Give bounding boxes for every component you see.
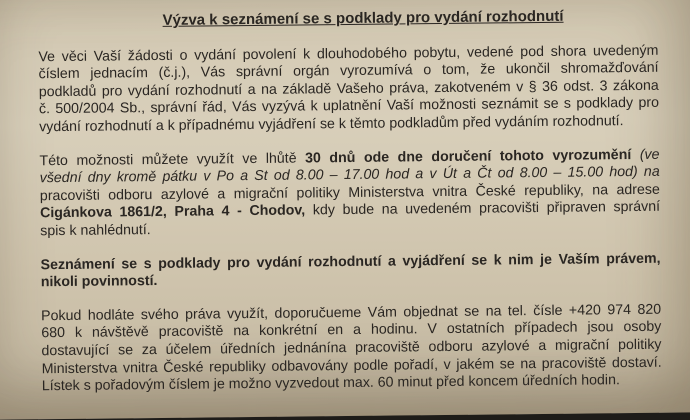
deadline-text: 30 dnů ode dne doručení tohoto vyrozumění [305, 146, 632, 167]
hours-tue-thu: od 8.00 – 15.00 hod) [497, 164, 638, 182]
hours-mon-wed: od 8.00 – 17.00 hod [273, 166, 410, 184]
text-line: Seznámení se s podklady pro vydání rozhodnutí a vyjádření se k nim je Vaším právem, [40, 250, 661, 273]
text-line: vydání rozhodnutí a k případnému vyjádření se k těmto podkladům před vydáním rozhodnutí. [39, 113, 624, 136]
paragraph-request [38, 42, 659, 136]
text-line: Ministerstva vnitra České republiky odbavovány podle pořadí, v jakém se na pracoviště dostaví. [41, 354, 662, 377]
text-run: a v Út a Čt [409, 165, 498, 183]
text-line: č. 500/2004 Sb., správní řád, Vás vyzývá k uplatnění Vaší možnosti seznámit se s podklady pro [38, 95, 660, 118]
text-line: Pokud hodláte svého práva využít, doporučueme Vám objednat se na tel. čísle +420 974 820 [41, 301, 662, 324]
text-run: na [637, 163, 660, 181]
text-line: nikoli povinností. [40, 273, 158, 291]
paragraph-deadline [39, 146, 660, 240]
text-line: číslem jednacím (č.j.), Vás správní orgán vyrozumívá o tom, že ukončil shromažďování [38, 59, 659, 83]
text-run: kdy bude na uvedeném pracovišti připraven správní [305, 199, 661, 219]
address-text: Cigánkova 1861/2, Praha 4 - Chodov, [39, 202, 306, 222]
document-heading: Výzva k seznámení se s podklady pro vydání rozhodnutí [162, 7, 564, 29]
text-line: Lístek s pořadovým číslem je možno vyzvedout max. 60 minut před koncem úředních hodin. [41, 372, 620, 395]
text-run: (ve [631, 146, 660, 163]
paragraph-right-notice [41, 250, 661, 292]
text-run: Této možnosti můžete využít ve lhůtě [39, 150, 306, 169]
text-line: pracovišti odboru azylové a migrační politiky Ministerstva vnitra České republiky, na adrese [39, 181, 660, 204]
text-line: podkladů pro vydání rozhodnutí a na základě Vašeho práva, zakotveném v § 36 odst. 3 zákona [38, 77, 659, 101]
text-line: Ve věci Vaší žádosti o vydání povolení k dlouhodobého pobytu, vedené pod shora uvedeným [38, 42, 659, 65]
paragraph-appointment [41, 301, 662, 395]
document-body [38, 7, 662, 412]
text-line: spis k nahlédnutí. [40, 222, 151, 240]
text-run: všední dny kromě pátku v Po a St [39, 167, 274, 187]
text-line: 680 k návštěvě pracoviště na konkrétní en a hodinu. V ostatních případech jsou osoby [41, 319, 662, 342]
text-line: dostavující se za účelem úředních jednánína pracoviště odboru azylové a migrační politiky [41, 336, 662, 360]
